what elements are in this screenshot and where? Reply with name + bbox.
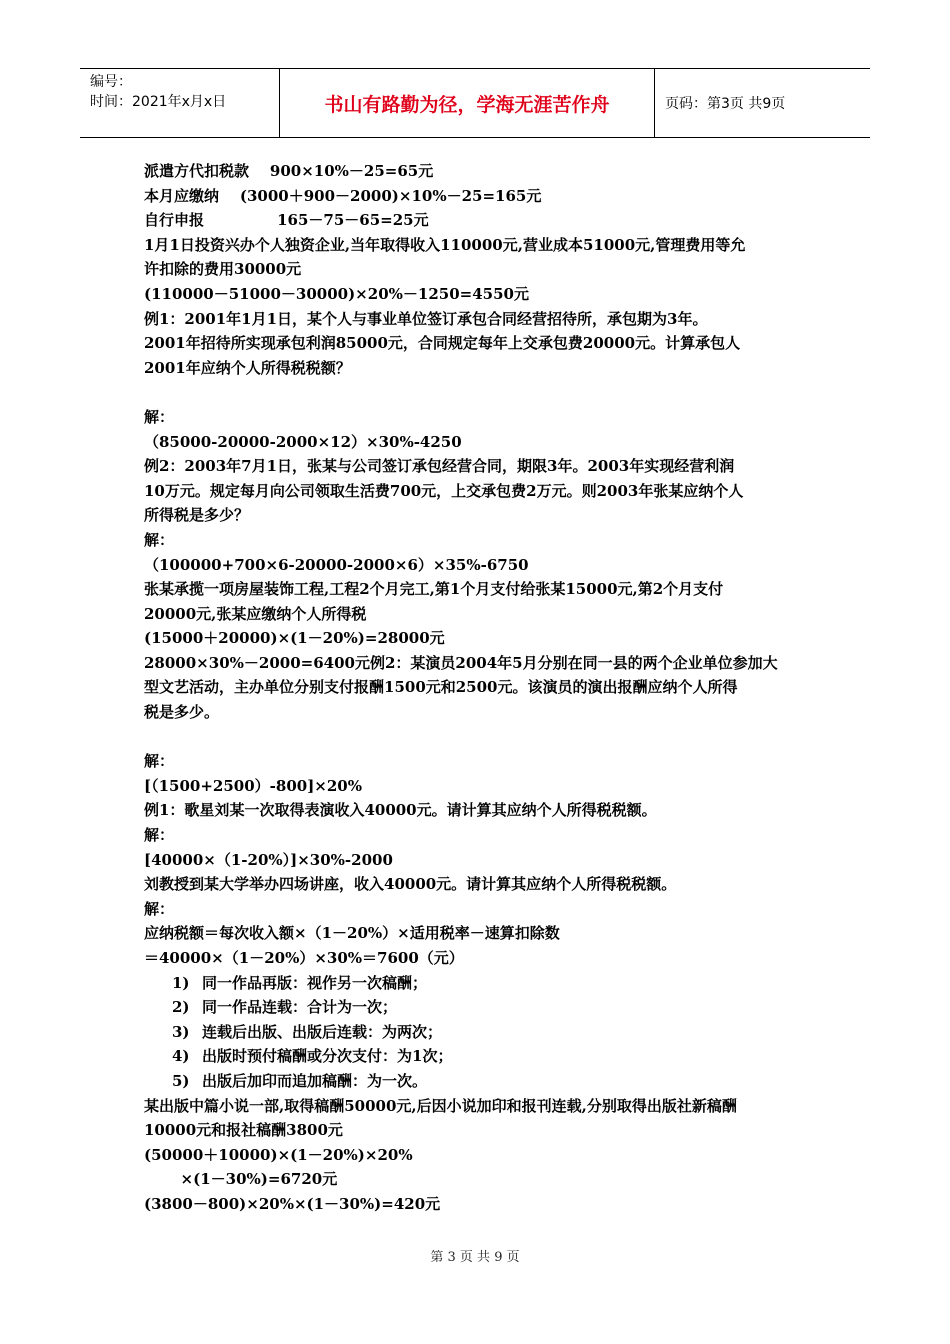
text-line: （100000+700×6-20000-2000×6）×35%-6750 — [144, 555, 529, 574]
text-line: 解： — [144, 530, 175, 549]
text-line: [40000×（1-20%）]×30%-2000 — [144, 850, 393, 869]
list-item-text: 同一作品连载：合计为一次； — [202, 998, 398, 1017]
text-line: (15000＋20000)×(1－20%)=28000元 — [144, 629, 445, 648]
time-label: 时间：2021年x月x日 — [90, 94, 227, 110]
text-line: 解： — [144, 752, 175, 771]
body-lines — [144, 159, 814, 971]
text-line: （85000-20000-2000×12）×30%-4250 — [144, 432, 462, 451]
list-item-text: 同一作品再版：视作另一次稿酬； — [202, 973, 428, 992]
list-item — [144, 995, 814, 1020]
text-line: (110000－51000－30000)×20%－1250=4550元 — [144, 284, 529, 303]
text-line: 某出版中篇小说一部,取得稿酬50000元,后因小说加印和报刊连载,分别取得出版社新稿酬 — [144, 1096, 737, 1115]
list-item — [144, 1044, 814, 1069]
text-line: 2001年应纳个人所得税税额？ — [144, 358, 351, 377]
text-line: 例1：2001年1月1日，某个人与事业单位签订承包合同经营招待所，承包期为3年。 — [144, 309, 708, 328]
list-item-number: 4) — [172, 1047, 190, 1066]
text-line: (50000＋10000)×(1－20%)×20% — [144, 1145, 413, 1164]
list-item-text: 出版时预付稿酬或分次支付：为1次； — [202, 1047, 453, 1066]
header-meta — [80, 69, 280, 137]
text-line — [144, 725, 814, 750]
text-line: 2001年招待所实现承包利润85000元，合同规定每年上交承包费20000元。计算承包人 — [144, 334, 741, 353]
text-line: 许扣除的费用30000元 — [144, 260, 302, 279]
list-item — [144, 1069, 814, 1094]
text-line: 解： — [144, 899, 175, 918]
text-line: 型文艺活动，主办单位分别支付报酬1500元和2500元。该演员的演出报酬应纳个人所得 — [144, 678, 738, 697]
text-line: 税是多少。 — [144, 703, 220, 722]
text-line: [（1500+2500）-800]×20% — [144, 776, 362, 795]
list-item-number: 5) — [172, 1071, 190, 1090]
text-line: 20000元,张某应缴纳个人所得税 — [144, 604, 367, 623]
text-line: 刘教授到某大学举办四场讲座，收入40000元。请计算其应纳个人所得税税额。 — [144, 875, 677, 894]
text-line: 例2：2003年7月1日，张某与公司签订承包经营合同，期限3年。2003年实现经营利润 — [144, 457, 735, 476]
text-line: 本月应缴纳 (3000＋900－2000)×10%－25=165元 — [144, 186, 542, 205]
text-line: 派遣方代扣税款 900×10%－25=65元 — [144, 162, 434, 180]
text-line: 解： — [144, 826, 175, 845]
text-line: ×(1－30%)=6720元 — [144, 1170, 338, 1189]
list-item-number: 1) — [172, 973, 190, 992]
text-line: 所得税是多少？ — [144, 506, 250, 525]
list-item — [144, 1020, 814, 1045]
page-header — [80, 68, 870, 138]
text-line: 28000×30%－2000=6400元例2：某演员2004年5月分别在同一县的两个企业单位参加大 — [144, 653, 778, 672]
text-line: 自行申报 165－75－65=25元 — [144, 211, 429, 230]
text-line — [144, 380, 814, 405]
numbered-list — [144, 971, 814, 1094]
header-motto: 书山有路勤为径，学海无涯苦作舟 — [280, 69, 655, 137]
text-line: (3800－800)×20%×(1－30%)=420元 — [144, 1194, 441, 1213]
number-label: 编号： — [90, 74, 132, 90]
text-line: 解： — [144, 407, 175, 426]
list-item-number: 3) — [172, 1022, 190, 1041]
text-line: 张某承揽一项房屋装饰工程,工程2个月完工,第1个月支付给张某15000元,第2个月支付 — [144, 580, 724, 599]
text-line: 1月1日投资兴办个人独资企业,当年取得收入110000元,营业成本51000元,管理费用等允 — [144, 235, 746, 254]
text-line: 应纳税额＝每次收入额×（1－20%）×适用税率－速算扣除数 — [144, 924, 560, 943]
list-item-number: 2) — [172, 998, 190, 1017]
list-item-text: 连载后出版、出版后连载：为两次； — [202, 1022, 443, 1041]
page-footer: 第 3 页 共 9 页 — [430, 1250, 520, 1265]
text-line: 10000元和报社稿酬3800元 — [144, 1121, 343, 1140]
list-item-text: 出版后加印而追加稿酬：为一次。 — [202, 1071, 428, 1090]
text-line: 10万元。规定每月向公司领取生活费700元，上交承包费2万元。则2003年张某应纳个人 — [144, 481, 744, 500]
list-item — [144, 971, 814, 996]
body-tail — [144, 1094, 814, 1217]
text-line: 例1：歌星刘某一次取得表演收入40000元。请计算其应纳个人所得税税额。 — [144, 801, 657, 820]
header-page-info: 页码：第3页 共9页 — [665, 96, 786, 112]
text-line: ＝40000×（1－20%）×30%＝7600（元） — [144, 949, 464, 967]
document-body — [144, 159, 814, 1217]
